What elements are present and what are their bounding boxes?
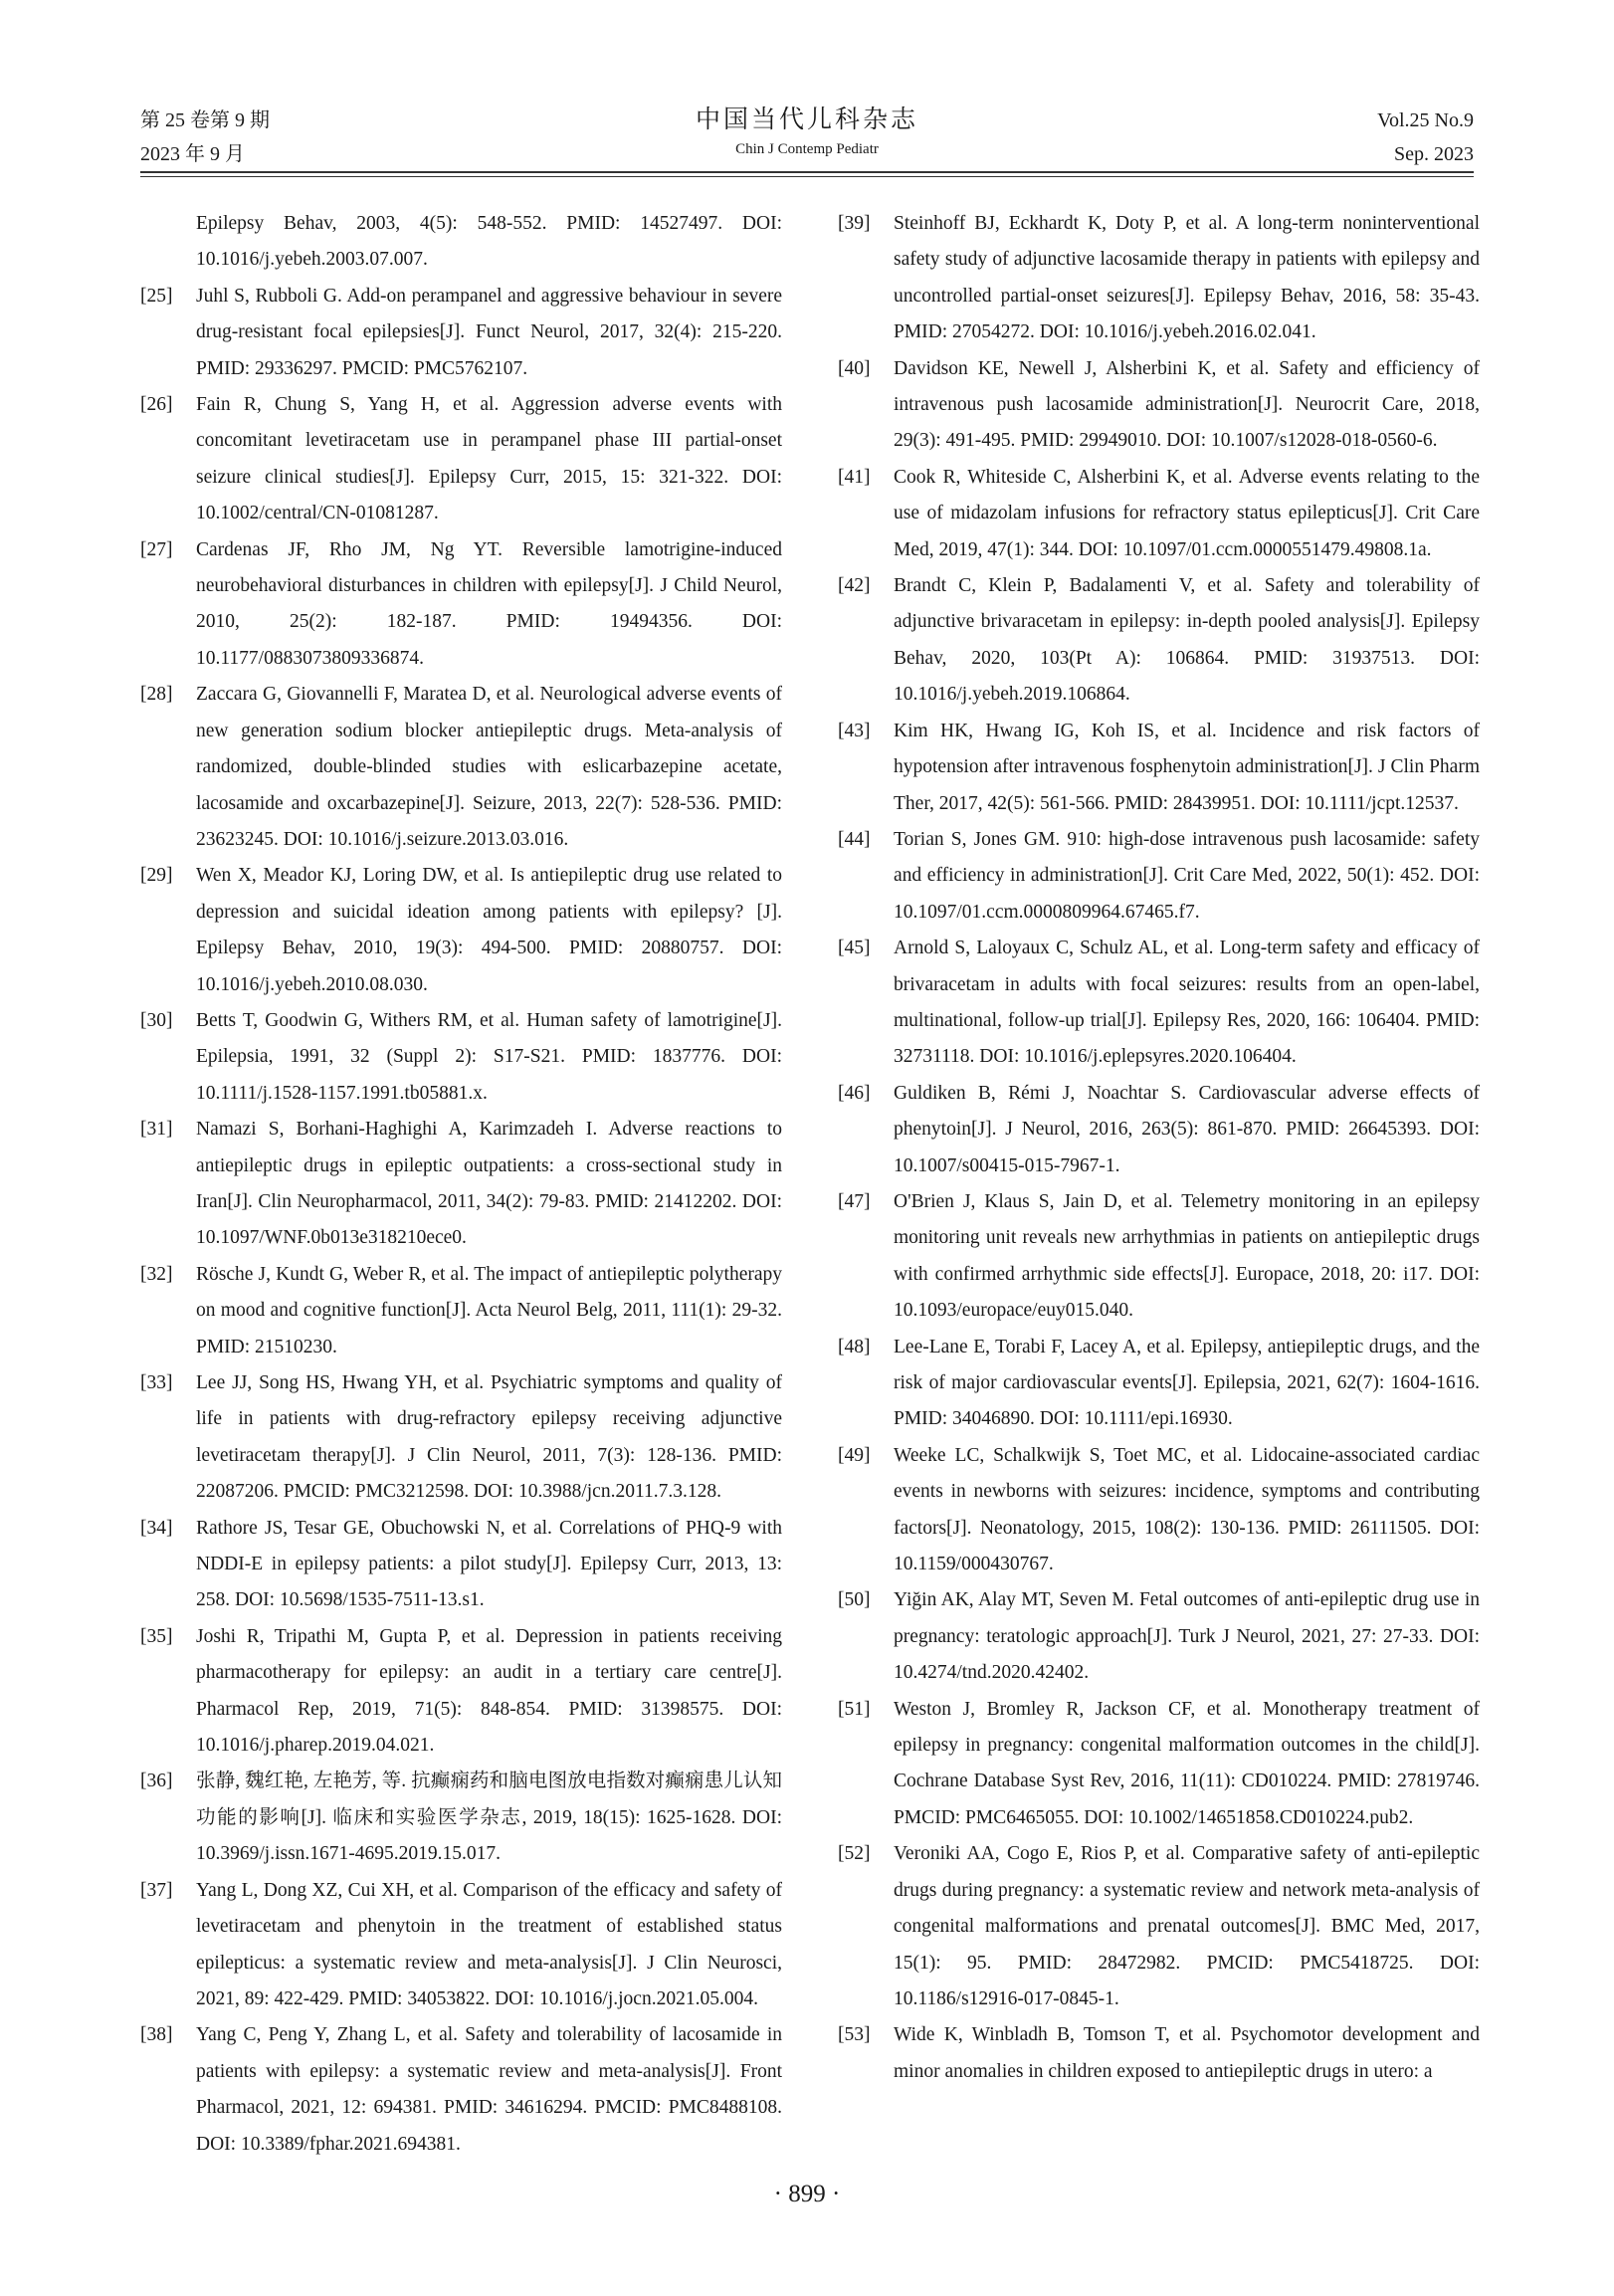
reference-number: [34]	[140, 1517, 173, 1539]
reference-text: Namazi S, Borhani-Haghighi A, Karimzadeh I. Adverse reactions to antiepileptic drugs in epileptic outpatients: a cross-sectional study in Iran[J]. Clin Neuropharmacol, 2011, 34(2): 79-83. PMID: 21412202. DOI: 10.1097/WNF.0b013e318210ece0.	[196, 1119, 782, 1249]
reference-number: [31]	[140, 1119, 173, 1141]
reference-text: O'Brien J, Klaus S, Jain D, et al. Telemetry monitoring in an epilepsy monitoring unit reveals new arrhythmias in patients on antiepileptic drugs with confirmed arrhythmic side effects[J]. Europace, 2018, 20: i17. DOI: 10.1093/europace/euy015.040.	[894, 1190, 1480, 1322]
journal-title-cn: 中国当代儿科杂志	[695, 106, 918, 133]
reference-entry	[140, 858, 782, 1003]
reference-entry	[140, 387, 782, 532]
reference-text: Davidson KE, Newell J, Alsherbini K, et al. Safety and efficiency of intravenous push lacosamide administration[J]. Neurocrit Care, 2018, 29(3): 491-495. PMID: 29949010. DOI: 10.1007/s12028-018-0560-6.	[894, 357, 1480, 452]
reference-entry	[140, 1112, 782, 1257]
reference-entry	[838, 1184, 1480, 1330]
reference-number: [36]	[140, 1771, 173, 1792]
reference-entry	[140, 1003, 782, 1112]
reference-text: Brandt C, Klein P, Badalamenti V, et al. Safety and tolerability of adjunctive brivaracetam in epilepsy: in-depth pooled analysis[J]. Epilepsy Behav, 2020, 103(Pt A): 106864. PMID: 31937513. DOI: 10.1016/j.yebeh.2019.106864.	[894, 575, 1480, 706]
reference-entry	[140, 1873, 782, 2018]
reference-number: [45]	[838, 938, 871, 959]
reference-text: Fain R, Chung S, Yang H, et al. Aggression adverse events with concomitant levetiracetam use in perampanel phase III partial-onset seizure clinical studies[J]. Epilepsy Curr, 2015, 15: 321-322. DOI: 10.1002/central/CN-01081287.	[196, 394, 782, 524]
reference-text: Weston J, Bromley R, Jackson CF, et al. Monotherapy treatment of epilepsy in pregnancy: congenital malformation outcomes in the child[J]. Cochrane Database Syst Rev, 2016, 11(11): CD010224. PMID: 27819746. PMCID: PMC6465055. DOI: 10.1002/14651858.CD010224.pub2.	[894, 1698, 1480, 1828]
reference-text: Kim HK, Hwang IG, Koh IS, et al. Incidence and risk factors of hypotension after intravenous fosphenytoin administration[J]. J Clin Pharm Ther, 2017, 42(5): 561-566. PMID: 28439951. DOI: 10.1111/jcpt.12537.	[894, 720, 1480, 814]
reference-number: [42]	[838, 575, 871, 597]
reference-text: Veroniki AA, Cogo E, Rios P, et al. Comparative safety of anti-epileptic drugs during pregnancy: a systematic review and network meta-analysis of congenital malformations and prenatal outcomes[J]. BMC Med, 2017, 15(1): 95. PMID: 28472982. PMCID: PMC5418725. DOI: 10.1186/s12916-017-0845-1.	[894, 1843, 1480, 2009]
reference-entry	[140, 1619, 782, 1765]
reference-entry	[140, 1764, 782, 1872]
reference-number: [33]	[140, 1372, 173, 1393]
reference-number: [38]	[140, 2024, 173, 2046]
reference-number: [29]	[140, 865, 173, 887]
volume-issue-cn: 第 25 卷第 9 期	[140, 109, 270, 131]
reference-entry	[838, 351, 1480, 460]
reference-number: [35]	[140, 1625, 173, 1647]
journal-title-en: Chin J Contemp Pediatr	[735, 141, 879, 157]
volume-issue-en: Vol.25 No.9	[1377, 109, 1474, 131]
reference-number: [39]	[838, 213, 871, 234]
reference-number: [51]	[838, 1698, 871, 1720]
reference-entry	[838, 1836, 1480, 2017]
reference-number: [41]	[838, 466, 871, 488]
reference-number: [40]	[838, 357, 871, 379]
reference-entry	[838, 1330, 1480, 1438]
page-number: · 899 ·	[773, 2181, 841, 2207]
reference-text: Yiğin AK, Alay MT, Seven M. Fetal outcomes of anti-epileptic drug use in pregnancy: teratologic approach[J]. Turk J Neurol, 2021, 27: 27-33. DOI: 10.4274/tnd.2020.42402.	[894, 1589, 1480, 1684]
reference-text: Betts T, Goodwin G, Withers RM, et al. Human safety of lamotrigine[J]. Epilepsia, 1991, 32 (Suppl 2): S17-S21. PMID: 1837776. DOI: 10.1111/j.1528-1157.1991.tb05881.x.	[196, 1009, 782, 1104]
reference-entry	[140, 532, 782, 678]
reference-entry	[140, 279, 782, 387]
reference-text: Wide K, Winbladh B, Tomson T, et al. Psychomotor development and minor anomalies in children exposed to antiepileptic drugs in utero: a	[894, 2024, 1480, 2082]
reference-entry	[838, 714, 1480, 822]
reference-text: Epilepsy Behav, 2003, 4(5): 548-552. PMID: 14527497. DOI: 10.1016/j.yebeh.2003.07.007.	[196, 213, 782, 271]
reference-entry	[838, 2017, 1480, 2090]
reference-number: [30]	[140, 1009, 173, 1031]
reference-entry	[838, 460, 1480, 568]
reference-number: [43]	[838, 720, 871, 741]
reference-number: [46]	[838, 1082, 871, 1104]
reference-text: Yang L, Dong XZ, Cui XH, et al. Comparison of the efficacy and safety of levetiracetam and phenytoin in the treatment of established status epilepticus: a systematic review and meta-analysis[J]. J Clin Neurosci, 2021, 89: 422-429. PMID: 34053822. DOI: 10.1016/j.jocn.2021.05.004.	[196, 1879, 782, 2009]
reference-text: Guldiken B, Rémi J, Noachtar S. Cardiovascular adverse effects of phenytoin[J]. J Neurol, 2016, 263(5): 861-870. PMID: 26645393. DOI: 10.1007/s00415-015-7967-1.	[894, 1082, 1480, 1176]
reference-text: Torian S, Jones GM. 910: high-dose intravenous push lacosamide: safety and efficiency in administration[J]. Crit Care Med, 2022, 50(1): 452. DOI: 10.1097/01.ccm.0000809964.67465.f7.	[894, 828, 1480, 923]
reference-text: Yang C, Peng Y, Zhang L, et al. Safety and tolerability of lacosamide in patients with epilepsy: a systematic review and meta-analysis[J]. Front Pharmacol, 2021, 12: 694381. PMID: 34616294. PMCID: PMC8488108. DOI: 10.3389/fphar.2021.694381.	[196, 2024, 782, 2155]
reference-number: [28]	[140, 684, 173, 706]
journal-title	[140, 104, 1474, 161]
date-en: Sep. 2023	[1394, 143, 1474, 165]
header-rule-thin	[140, 176, 1474, 177]
reference-text: Juhl S, Rubboli G. Add-on perampanel and aggressive behaviour in severe drug-resistant focal epilepsies[J]. Funct Neurol, 2017, 32(4): 215-220. PMID: 29336297. PMCID: PMC5762107.	[196, 285, 782, 379]
reference-text: Lee JJ, Song HS, Hwang YH, et al. Psychiatric symptoms and quality of life in patients with drug-refractory epilepsy receiving adjunctive levetiracetam therapy[J]. J Clin Neurol, 2011, 7(3): 128-136. PMID: 22087206. PMCID: PMC3212598. DOI: 10.3988/jcn.2011.7.3.128.	[196, 1372, 782, 1503]
issue-info-en	[1377, 104, 1474, 171]
reference-entry	[838, 1582, 1480, 1691]
reference-text: Weeke LC, Schalkwijk S, Toet MC, et al. Lidocaine-associated cardiac events in newborns with seizures: incidence, symptoms and contributing factors[J]. Neonatology, 2015, 108(2): 130-136. PMID: 26111505. DOI: 10.1159/000430767.	[894, 1444, 1480, 1575]
header-rule-thick	[140, 171, 1474, 173]
reference-number: [25]	[140, 285, 173, 307]
reference-text: Rathore JS, Tesar GE, Obuchowski N, et al. Correlations of PHQ-9 with NDDI-E in epilepsy patients: a pilot study[J]. Epilepsy Curr, 2013, 13: 258. DOI: 10.5698/1535-7511-13.s1.	[196, 1517, 782, 1611]
reference-entry	[140, 1257, 782, 1365]
reference-text: Lee-Lane E, Torabi F, Lacey A, et al. Epilepsy, antiepileptic drugs, and the risk of major cardiovascular events[J]. Epilepsia, 2021, 62(7): 1604-1616. PMID: 34046890. DOI: 10.1111/epi.16930.	[894, 1336, 1480, 1430]
reference-entry	[140, 206, 782, 279]
page-header	[140, 104, 1474, 175]
reference-number: [50]	[838, 1589, 871, 1611]
reference-entry	[838, 822, 1480, 931]
reference-entry	[140, 1365, 782, 1511]
reference-entry	[838, 1076, 1480, 1184]
reference-number: [47]	[838, 1190, 871, 1212]
reference-column-left	[140, 206, 782, 2163]
reference-entry	[838, 1692, 1480, 1837]
reference-entry	[838, 206, 1480, 351]
reference-entry	[140, 2017, 782, 2163]
reference-number: [26]	[140, 394, 173, 416]
reference-column-right	[838, 206, 1480, 2090]
reference-text: Cardenas JF, Rho JM, Ng YT. Reversible lamotrigine-induced neurobehavioral disturbances in children with epilepsy[J]. J Child Neurol, 2010, 25(2): 182-187. PMID: 19494356. DOI: 10.1177/0883073809336874.	[196, 538, 782, 669]
reference-entry	[838, 568, 1480, 714]
reference-text: 张静, 魏红艳, 左艳芳, 等. 抗癫痫药和脑电图放电指数对癫痫患儿认知功能的影响[J]. 临床和实验医学杂志, 2019, 18(15): 1625-1628. DOI: 10.3969/j.issn.1671-4695.2019.15.017.	[196, 1771, 782, 1865]
reference-text: Cook R, Whiteside C, Alsherbini K, et al. Adverse events relating to the use of midazolam infusions for refractory status epilepticus[J]. Crit Care Med, 2019, 47(1): 344. DOI: 10.1097/01.ccm.0000551479.49808.1a.	[894, 466, 1480, 560]
reference-number: [44]	[838, 828, 871, 850]
reference-text: Zaccara G, Giovannelli F, Maratea D, et al. Neurological adverse events of new generation sodium blocker antiepileptic drugs. Meta-analysis of randomized, double-blinded studies with eslicarbazepine acetate, lacosamide and oxcarbazepine[J]. Seizure, 2013, 22(7): 528-536. PMID: 23623245. DOI: 10.1016/j.seizure.2013.03.016.	[196, 684, 782, 850]
reference-number: [49]	[838, 1444, 871, 1466]
reference-entry	[838, 931, 1480, 1076]
reference-number: [52]	[838, 1843, 871, 1865]
reference-number: [53]	[838, 2024, 871, 2046]
reference-entry	[838, 1438, 1480, 1583]
reference-text: Arnold S, Laloyaux C, Schulz AL, et al. Long-term safety and efficacy of brivaracetam in adults with focal seizures: results from an open-label, multinational, follow-up trial[J]. Epilepsy Res, 2020, 166: 106404. PMID: 32731118. DOI: 10.1016/j.eplepsyres.2020.106404.	[894, 938, 1480, 1068]
reference-number: [27]	[140, 538, 173, 560]
reference-number: [32]	[140, 1263, 173, 1285]
reference-number: [48]	[838, 1336, 871, 1357]
reference-text: Joshi R, Tripathi M, Gupta P, et al. Depression in patients receiving pharmacotherapy for epilepsy: an audit in a tertiary care centre[J]. Pharmacol Rep, 2019, 71(5): 848-854. PMID: 31398575. DOI: 10.1016/j.pharep.2019.04.021.	[196, 1625, 782, 1757]
reference-number: [37]	[140, 1879, 173, 1901]
reference-text: Wen X, Meador KJ, Loring DW, et al. Is antiepileptic drug use related to depression and suicidal ideation among patients with epilepsy? [J]. Epilepsy Behav, 2010, 19(3): 494-500. PMID: 20880757. DOI: 10.1016/j.yebeh.2010.08.030.	[196, 865, 782, 995]
reference-text: Steinhoff BJ, Eckhardt K, Doty P, et al. A long-term noninterventional safety study of adjunctive lacosamide therapy in patients with epilepsy and uncontrolled partial-onset seizures[J]. Epilepsy Behav, 2016, 58: 35-43. PMID: 27054272. DOI: 10.1016/j.yebeh.2016.02.041.	[894, 213, 1480, 343]
reference-entry	[140, 1511, 782, 1619]
reference-entry	[140, 677, 782, 858]
reference-text: Rösche J, Kundt G, Weber R, et al. The impact of antiepileptic polytherapy on mood and cognitive function[J]. Acta Neurol Belg, 2011, 111(1): 29-32. PMID: 21510230.	[196, 1263, 782, 1357]
date-cn: 2023 年 9 月	[140, 143, 245, 165]
